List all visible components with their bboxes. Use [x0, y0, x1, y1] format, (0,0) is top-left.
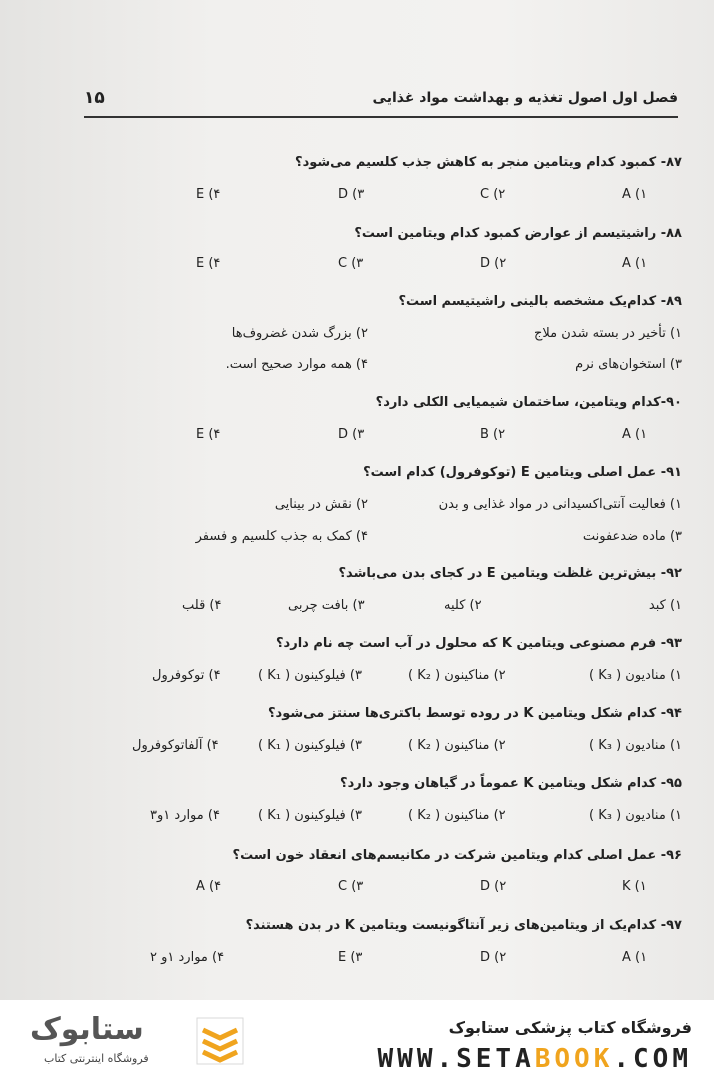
- option-4: E (۴: [196, 187, 221, 202]
- option-1: A (۱: [622, 256, 648, 271]
- option-4: ۴) همه موارد صحیح است.: [225, 357, 368, 372]
- website-url[interactable]: [378, 1044, 692, 1074]
- question-92: ۹۲- بیش‌ترین غلظت ویتامین E در کجای بدن می‌باشد؟: [338, 566, 682, 581]
- question-94: ۹۴- کدام شکل ویتامین K در روده توسط باکتری‌ها سنتز می‌شود؟: [268, 706, 682, 721]
- option-1: A (۱: [622, 950, 648, 965]
- option-3: ۳) فیلوکینون ( K₁ ): [258, 808, 362, 823]
- question-89: ۸۹- کدام‌یک مشخصه بالینی راشیتیسم است؟: [398, 294, 682, 309]
- option-4: ۴) توکوفرول: [152, 668, 221, 683]
- option-3: ۳) فیلوکینون ( K₁ ): [258, 738, 362, 753]
- option-2: ۲) مناکینون ( K₂ ): [408, 668, 506, 683]
- option-3: ۳) استخوان‌های نرم: [575, 357, 682, 372]
- option-3: E (۳: [338, 950, 363, 965]
- option-3: D (۳: [338, 187, 365, 202]
- option-4: ۴) موارد ۱و۳: [150, 808, 220, 823]
- option-2: ۲) کلیه: [444, 598, 482, 613]
- chapter-title: فصل اول اصول تغذیه و بهداشت مواد غذایی: [372, 90, 678, 106]
- url-part-3: .COM: [613, 1044, 692, 1074]
- option-3: C (۳: [338, 256, 364, 271]
- option-1: ۱) تأخیر در بسته شدن ملاج: [534, 326, 682, 341]
- option-1: ۱) منادیون ( K₃ ): [588, 738, 682, 753]
- option-4: E (۴: [196, 256, 221, 271]
- option-1: ۱) فعالیت آنتی‌اکسیدانی در مواد غذایی و بدن: [438, 497, 682, 512]
- option-3: ۳) ماده ضدعفونت: [582, 529, 682, 544]
- question-91: ۹۱- عمل اصلی ویتامین E (توکوفرول) کدام است؟: [363, 465, 682, 480]
- option-1: ۱) منادیون ( K₃ ): [588, 808, 682, 823]
- option-4: ۴) موارد ۱و ۲: [150, 950, 225, 965]
- option-2: ۲) مناکینون ( K₂ ): [408, 808, 506, 823]
- option-2: C (۲: [480, 187, 506, 202]
- option-2: ۲) نقش در بینایی: [274, 497, 368, 512]
- option-4: ۴) آلفاتوکوفرول: [132, 738, 219, 753]
- url-part-2: BOOK: [534, 1044, 614, 1074]
- shop-name: فروشگاه کتاب پزشکی ستابوک: [448, 1018, 692, 1037]
- question-95: ۹۵- کدام شکل ویتامین K عموماً در گیاهان وجود دارد؟: [340, 776, 682, 791]
- option-1: ۱) کبد: [648, 598, 682, 613]
- option-2: D (۲: [480, 256, 507, 271]
- option-1: A (۱: [622, 427, 648, 442]
- option-1: ۱) منادیون ( K₃ ): [588, 668, 682, 683]
- option-4: E (۴: [196, 427, 221, 442]
- option-3: D (۳: [338, 427, 365, 442]
- question-93: ۹۳- فرم مصنوعی ویتامین K که محلول در آب است چه نام دارد؟: [276, 636, 682, 651]
- page-header: [84, 88, 678, 118]
- option-2: B (۲: [480, 427, 506, 442]
- url-part-1: WWW.SETA: [377, 1044, 535, 1074]
- option-2: ۲) مناکینون ( K₂ ): [408, 738, 506, 753]
- question-88: ۸۸- راشیتیسم از عوارض کمبود کدام ویتامین است؟: [354, 226, 682, 241]
- question-90: ۹۰-کدام ویتامین، ساختمان شیمیایی الکلی دارد؟: [375, 395, 682, 410]
- option-3: ۳) فیلوکینون ( K₁ ): [258, 668, 362, 683]
- option-2: D (۲: [480, 950, 507, 965]
- option-4: A (۴: [196, 879, 222, 894]
- option-1: A (۱: [622, 187, 648, 202]
- option-2: ۲) بزرگ شدن غضروف‌ها: [231, 326, 368, 341]
- option-4: ۴) کمک به جذب کلسیم و فسفر: [195, 529, 368, 544]
- book-stack-icon: [195, 1016, 245, 1066]
- option-1: K (۱: [622, 879, 647, 894]
- question-96: ۹۶- عمل اصلی کدام ویتامین شرکت در مکانیسم‌های انعقاد خون است؟: [232, 848, 682, 863]
- question-97: ۹۷- کدام‌یک از ویتامین‌های زیر آنتاگونیست ویتامین K در بدن هستند؟: [245, 918, 682, 933]
- option-3: C (۳: [338, 879, 364, 894]
- option-3: ۳) بافت چربی: [288, 598, 365, 613]
- option-2: D (۲: [480, 879, 507, 894]
- page-number: ۱۵: [84, 88, 105, 108]
- brand-subtitle: فروشگاه اینترنتی کتاب: [44, 1052, 149, 1065]
- question-87: ۸۷- کمبود کدام ویتامین منجر به کاهش جذب کلسیم می‌شود؟: [295, 155, 682, 170]
- brand-logo: [30, 1012, 190, 1072]
- brand-wordmark: ستابوک: [30, 1012, 144, 1047]
- option-4: ۴) قلب: [182, 598, 222, 613]
